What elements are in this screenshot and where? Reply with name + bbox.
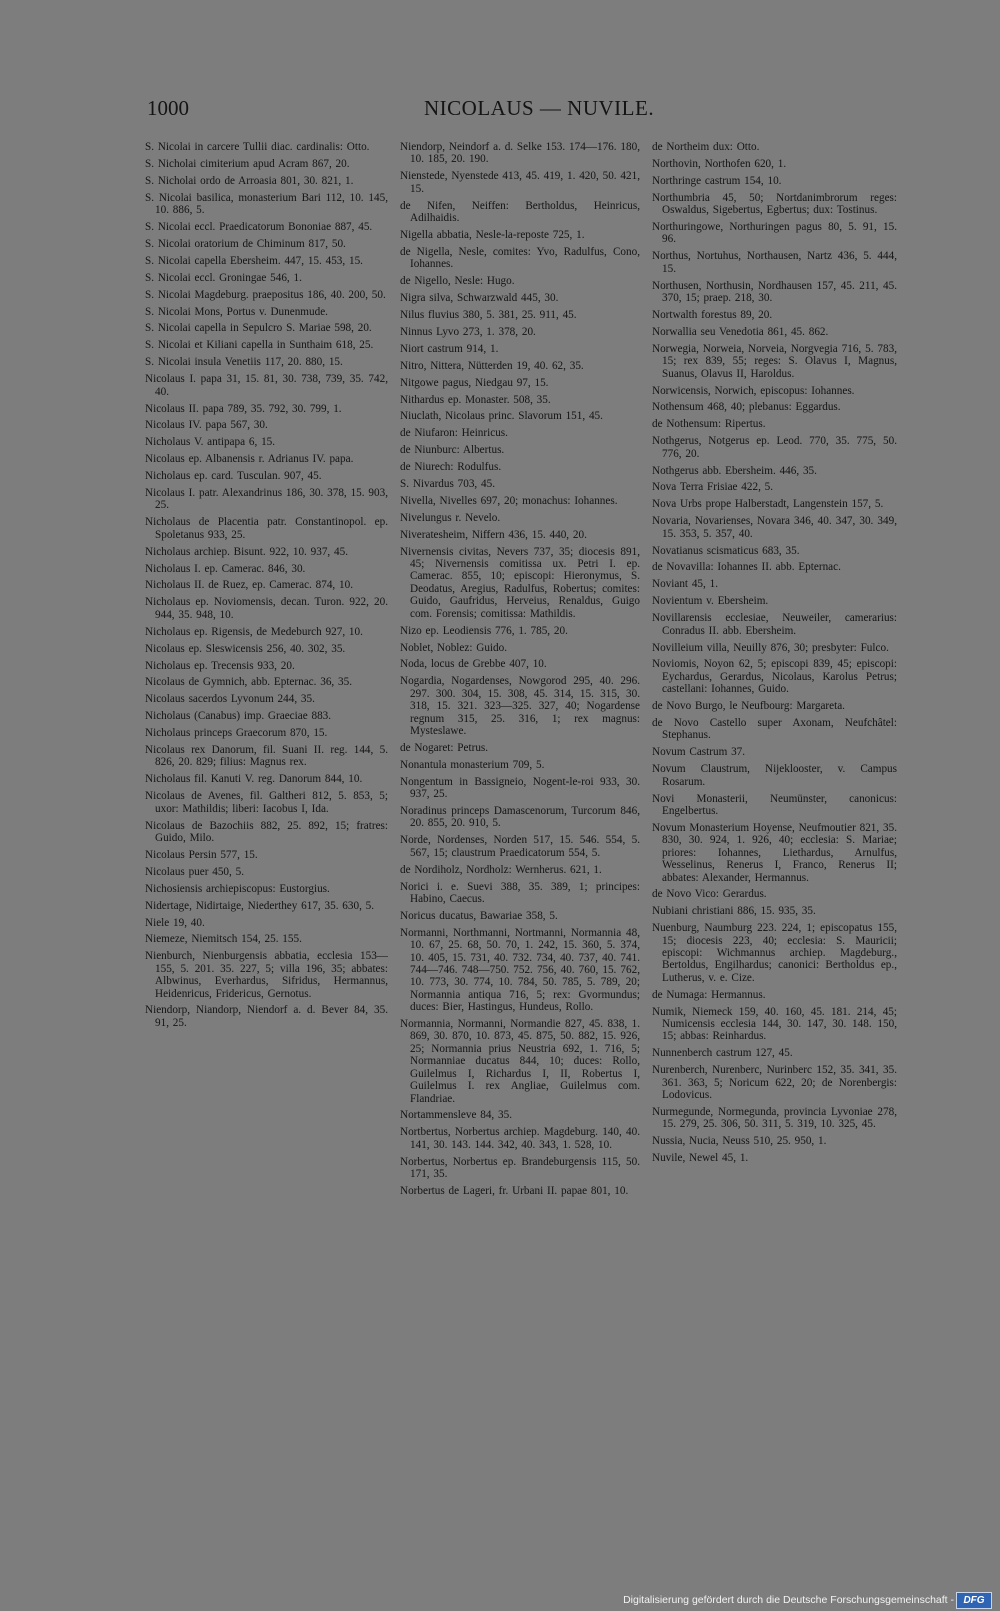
index-entry: Nicolaus ep. Sleswicensis 256, 40. 302, 35.: [145, 642, 346, 655]
index-entry: Nicholaus (Canabus) imp. Graeciae 883.: [145, 710, 332, 723]
index-entry: S. Nicolai et Kiliani capella in Sunthaim 618, 25.: [145, 339, 374, 352]
index-entry: Noblet, Noblez: Guido.: [400, 641, 508, 654]
index-entry: Novum Castrum 37.: [652, 746, 746, 759]
index-entry: Northovin, Northofen 620, 1.: [652, 157, 787, 170]
index-entry: Novum Monasterium Hoyense, Neufmoutier 821, 35. 830, 30. 924, 1. 926, 40; ecclesia: S. Mariae; priores: Iohannes, Liethardus, Arnulfus, Wesselinus, Renerus I, Franco, Renerus II; abbates: Alexander, Hermannus.: [652, 821, 897, 884]
index-entry: Nothgerus abb. Ebersheim. 446, 35.: [652, 464, 817, 477]
index-entry: Nonantula monasterium 709, 5.: [400, 758, 545, 771]
running-head: NICOLAUS — NUVILE.: [424, 96, 655, 120]
index-entry: S. Nicolai basilica, monasterium Bari 112, 10. 145, 10. 886, 5.: [145, 191, 388, 217]
index-entry: Nicolaus sacerdos Lyvonum 244, 35.: [145, 693, 315, 706]
index-entry: Noradinus princeps Damascenorum, Turcorum 846, 20. 855, 20. 910, 5.: [400, 804, 640, 830]
index-entry: Northumbria 45, 50; Nortdanimbrorum reges: Oswaldus, Sigebertus, Egbertus; dux: Tostinus.: [652, 191, 897, 217]
index-entry: de Novo Castello super Axonam, Neufchâtel: Stephanus.: [652, 717, 897, 742]
index-entry: Nicolaus IV. papa 567, 30.: [145, 419, 268, 432]
index-entry: Nicholaus V. antipapa 6, 15.: [145, 436, 276, 449]
index-entry: Nicholaus ep. Trecensis 933, 20.: [145, 659, 295, 672]
index-entry: Nicholaus ep. Noviomensis, decan. Turon. 922, 20. 944, 35. 948, 10.: [145, 596, 388, 621]
index-entry: S. Nicolai capella in Sepulcro S. Mariae 598, 20.: [145, 322, 372, 335]
index-entry: Nova Urbs prope Halberstadt, Langenstein 157, 5.: [652, 498, 884, 511]
index-entry: Nurmegunde, Normegunda, provincia Lyvoniae 278, 15. 279, 25. 306, 50. 311, 5. 319, 10. 325, 45.: [652, 1106, 897, 1131]
index-entry: de Nigello, Nesle: Hugo.: [400, 275, 515, 288]
index-entry: Nitro, Nittera, Nütterden 19, 40. 62, 35.: [400, 359, 584, 372]
index-entry: Novum Claustrum, Nijeklooster, v. Campus Rosarum.: [652, 763, 897, 788]
index-entry: Nitgowe pagus, Niedgau 97, 15.: [400, 376, 549, 389]
index-entry: de Northeim dux: Otto.: [652, 141, 760, 153]
index-entry: Nivernensis civitas, Nevers 737, 35; diocesis 891, 45; Nivernensis comitissa ux. Petri I. ep. Camerac. 855, 10; episcopi: Hieronymus, S. Deodatus, Aregius, Radulfus, Robertus; comites: Guido, Gaufridus, Herveius, Renaldus, Guigo com. Forensis; comitissa: Mathildis.: [400, 545, 640, 620]
index-entry: Niveratesheim, Niffern 436, 15. 440, 20.: [400, 528, 587, 541]
index-entry: Nicolaus de Bazochiis 882, 25. 892, 15; fratres: Guido, Milo.: [145, 819, 388, 844]
index-entry: Novi Monasterii, Neumünster, canonicus: Engelbertus.: [652, 792, 897, 817]
index-entry: Nicholaus archiep. Bisunt. 922, 10. 937, 45.: [145, 545, 348, 558]
index-entry: Nuenburg, Naumburg 223. 224, 1; episcopatus 155, 15; diocesis 223, 40; ecclesia: S. Mauricii; episcopi: Wichmannus archiep. Magdeburg., Bertoldus, Engilhardus; canonici: Bertholdus ep., Lutherus, v. e. Cize.: [652, 922, 897, 984]
index-entry: Northus, Nortuhus, Northausen, Nartz 436, 5. 444, 15.: [652, 250, 897, 275]
index-entry: Nicolaus ep. Albanensis r. Adrianus IV. papa.: [145, 453, 354, 466]
index-entry: de Niufaron: Heinricus.: [400, 427, 508, 440]
index-entry: Niendorp, Niandorp, Niendorf a. d. Bever 84, 35. 91, 25.: [145, 1004, 388, 1029]
index-entry: Nicolaus Persin 577, 15.: [145, 848, 258, 861]
index-entry: de Nordiholz, Nordholz: Wernherus. 621, 1.: [400, 863, 602, 876]
index-entry: Nilus fluvius 380, 5. 381, 25. 911, 45.: [400, 308, 577, 321]
index-entry: Niele 19, 40.: [145, 916, 205, 929]
index-entry: S. Nicholai ordo de Arroasia 801, 30. 821, 1.: [145, 174, 354, 187]
index-entry: Noricus ducatus, Bawariae 358, 5.: [400, 909, 558, 922]
index-entry: Nigella abbatia, Nesle-la-reposte 725, 1.: [400, 228, 585, 241]
index-entry: S. Nicolai eccl. Groningae 546, 1.: [145, 271, 302, 284]
index-entry: Nicolaus de Gymnich, abb. Epternac. 36, 35.: [145, 676, 353, 689]
index-entry: Nongentum in Bassigneio, Nogent-le-roi 933, 30. 937, 25.: [400, 775, 640, 801]
index-entry: Nicholaus II. de Ruez, ep. Camerac. 874, 10.: [145, 579, 353, 592]
index-entry: Noviomis, Noyon 62, 5; episcopi 839, 45; episcopi: Eychardus, Gerardus, Nicolaus, Karolus Petrus; castellani: Iohannes, Guido.: [652, 658, 897, 696]
index-entry: Nothgerus, Notgerus ep. Leod. 770, 35. 775, 50. 776, 20.: [652, 435, 897, 460]
index-entry: Nivelungus r. Nevelo.: [400, 511, 501, 524]
index-entry: Novatianus scismaticus 683, 35.: [652, 544, 800, 557]
index-entry: Numik, Niemeck 159, 40. 160, 45. 181. 214, 45; Numicensis ecclesia 144, 30. 147, 30. 148. 150, 15; abbas: Reinhardus.: [652, 1005, 897, 1043]
index-entry: de Niurech: Rodulfus.: [400, 461, 502, 474]
index-entry: Northringe castrum 154, 10.: [652, 174, 782, 187]
index-entry: de Nogaret: Petrus.: [400, 741, 489, 754]
index-entry: Niuclath, Nicolaus princ. Slavorum 151, 45.: [400, 410, 603, 423]
index-entry: Nortammensleve 84, 35.: [400, 1109, 512, 1122]
index-entry: Nicholaus I. ep. Camerac. 846, 30.: [145, 562, 306, 575]
index-entry: Nortbertus, Norbertus archiep. Magdeburg. 140, 40. 141, 30. 143. 144. 342, 40. 343, 1. 528, 10.: [400, 1126, 640, 1151]
index-entry: Nienstede, Nyenstede 413, 45. 419, 1. 420, 50. 421, 15.: [400, 170, 640, 195]
index-entry: S. Nicolai eccl. Praedicatorum Bononiae 887, 45.: [145, 221, 373, 234]
index-entry: Nicholaus ep. Rigensis, de Medeburch 927, 10.: [145, 625, 363, 638]
index-entry: Nicolaus de Avenes, fil. Galtheri 812, 5. 853, 5; uxor: Mathildis; liberi: Iacobus I, Ida.: [145, 790, 388, 815]
index-entry: Northuringowe, Northuringen pagus 80, 5. 91, 15. 96.: [652, 221, 897, 246]
index-entry: de Niunburc: Albertus.: [400, 444, 505, 457]
index-column-3: [652, 141, 897, 1169]
index-entry: Nurenberch, Nurenberc, Nurinberc 152, 35. 341, 35. 361. 363, 5; Noricum 622, 20; de Norenbergis: Lodovicus.: [652, 1064, 897, 1102]
index-entry: S. Nicholai cimiterium apud Acram 867, 20.: [145, 157, 350, 170]
index-entry: Norwegia, Norweia, Norveia, Norgvegia 716, 5. 783, 15; rex 839, 55; reges: S. Olavus I, Magnus, Suanus, Olavus II, Haroldus.: [652, 342, 897, 380]
index-entry: Nothensum 468, 40; plebanus: Eggardus.: [652, 401, 841, 414]
index-entry: Nigra silva, Schwarzwald 445, 30.: [400, 292, 559, 305]
index-entry: Nivella, Nivelles 697, 20; monachus: Iohannes.: [400, 494, 618, 507]
index-entry: S. Nicolai insula Venetiis 117, 20. 880, 15.: [145, 356, 343, 369]
dfg-logo-icon: DFG: [956, 1592, 992, 1609]
index-entry: Novilleium villa, Neuilly 876, 30; presbyter: Fulco.: [652, 641, 889, 654]
index-entry: Norbertus de Lageri, fr. Urbani II. papae 801, 10.: [400, 1184, 629, 1197]
index-entry: Northusen, Northusin, Nordhausen 157, 45. 211, 45. 370, 15; praep. 218, 30.: [652, 279, 897, 305]
index-entry: Ninnus Lyvo 273, 1. 378, 20.: [400, 325, 536, 338]
index-entry: Nidertage, Nidirtaige, Niederthey 617, 35. 630, 5.: [145, 899, 375, 912]
index-entry: S. Nicolai Magdeburg. praepositus 186, 40. 200, 50.: [145, 288, 386, 301]
index-entry: de Novavilla: Iohannes II. abb. Epternac.: [652, 561, 841, 574]
index-entry: S. Nicolai in carcere Tullii diac. cardinalis: Otto.: [145, 141, 370, 153]
index-entry: S. Nicolai Mons, Portus v. Dunenmude.: [145, 305, 328, 318]
index-entry: Noviant 45, 1.: [652, 578, 719, 591]
index-entry: de Nifen, Neiffen: Bertholdus, Heinricus, Adilhaidis.: [400, 199, 640, 225]
index-entry: Norwicensis, Norwich, episcopus: Iohannes.: [652, 384, 855, 397]
index-entry: Niort castrum 914, 1.: [400, 342, 499, 355]
index-entry: Nicholaus princeps Graecorum 870, 15.: [145, 727, 328, 740]
index-entry: Nogardia, Nogardenses, Nowgorod 295, 40. 296. 297. 300. 304, 15. 308, 45. 314, 15. 315, 30. 318, 15. 321. 323—325. 327, 40; Nogardense regnum 315, 25. 316, 1; rex magnus: Mysteslawe.: [400, 675, 640, 737]
footer: [0, 1591, 1000, 1611]
index-entry: Novillarensis ecclesiae, Neuweiler, camerarius: Conradus II. abb. Ebersheim.: [652, 612, 897, 637]
index-entry: Niendorp, Neindorf a. d. Selke 153. 174—176. 180, 10. 185, 20. 190.: [400, 141, 640, 166]
index-entry: S. Nicolai oratorium de Chiminum 817, 50.: [145, 237, 346, 250]
index-column-1: [145, 141, 388, 1034]
index-entry: Norde, Nordenses, Norden 517, 15. 546. 554, 5. 567, 15; claustrum Praedicatorum 554, 5.: [400, 834, 640, 859]
index-entry: de Numaga: Hermannus.: [652, 988, 766, 1001]
index-entry: Nuvile, Newel 45, 1.: [652, 1152, 749, 1165]
index-entry: Nicolaus rex Danorum, fil. Suani II. reg. 144, 5. 826, 20. 829; filius: Magnus rex.: [145, 744, 388, 769]
page-header: [0, 96, 1000, 124]
index-entry: Nunnenberch castrum 127, 45.: [652, 1047, 793, 1060]
index-entry: Nortwalth forestus 89, 20.: [652, 308, 773, 321]
index-entry: Novientum v. Ebersheim.: [652, 595, 769, 608]
index-entry: Norbertus, Norbertus ep. Brandeburgensis 115, 50. 171, 35.: [400, 1155, 640, 1181]
index-entry: Nizo ep. Leodiensis 776, 1. 785, 20.: [400, 624, 568, 637]
index-entry: Nichosiensis archiepiscopus: Eustorgius.: [145, 882, 330, 895]
index-entry: S. Nicolai capella Ebersheim. 447, 15. 453, 15.: [145, 254, 363, 267]
index-entry: Nicholaus fil. Kanuti V. reg. Danorum 844, 10.: [145, 773, 363, 786]
index-entry: Nithardus ep. Monaster. 508, 35.: [400, 393, 551, 406]
index-entry: Normannia, Normanni, Normandie 827, 45. 838, 1. 869, 30. 870, 10. 873, 45. 875, 50. 882, 15. 926, 25; Normannia prius Neustria 692, 1. 716, 5; Normanniae ducatus 844, 10; duces: Rollo, Guilelmus I, Richardus I, II, Robertus I, Guilelmus I. rex Angliae, Guilelmus com. Flandriae.: [400, 1018, 640, 1105]
index-entry: de Novo Burgo, le Neufbourg: Margareta.: [652, 700, 845, 713]
index-entry: de Nigella, Nesle, comites: Yvo, Radulfus, Cono, Iohannes.: [400, 245, 640, 271]
index-column-2: [400, 141, 640, 1202]
index-entry: Nubiani christiani 886, 15. 935, 35.: [652, 905, 816, 918]
page-number: 1000: [147, 96, 189, 120]
index-entry: Nicolaus I. patr. Alexandrinus 186, 30. 378, 15. 903, 25.: [145, 487, 388, 512]
index-entry: Nicholaus de Placentia patr. Constantinopol. ep. Spoletanus 933, 25.: [145, 516, 388, 541]
index-entry: de Nothensum: Ripertus.: [652, 418, 766, 431]
index-entry: Nicolaus II. papa 789, 35. 792, 30. 799, 1.: [145, 402, 342, 415]
index-entry: Novaria, Novarienses, Novara 346, 40. 347, 30. 349, 15. 353, 5. 357, 40.: [652, 515, 897, 540]
index-entry: Normanni, Northmanni, Nortmanni, Normannia 48, 10. 67, 25. 68, 50. 70, 1. 242, 15. 360, 5. 374, 10. 405, 15. 731, 40. 732. 734, 40. 737, 40. 741. 744—746. 748—750. 752. 756, 40. 760, 15. 762, 10. 773, 30. 774, 10. 784, 50. 785, 5. 789, 20; Normannia antiqua 716, 5; rex: Gvormundus; duces: Bier, Hastingus, Hundeus, Rollo.: [400, 926, 640, 1014]
index-entry: Nicolaus I. papa 31, 15. 81, 30. 738, 739, 35. 742, 40.: [145, 373, 388, 398]
index-entry: Nicholaus ep. card. Tusculan. 907, 45.: [145, 470, 322, 483]
index-entry: S. Nivardus 703, 45.: [400, 478, 495, 491]
index-entry: Noda, locus de Grebbe 407, 10.: [400, 658, 547, 671]
index-entry: Niemeze, Niemitsch 154, 25. 155.: [145, 933, 302, 946]
index-entry: Nussia, Nucia, Neuss 510, 25. 950, 1.: [652, 1135, 827, 1148]
index-entry: Nova Terra Frisiae 422, 5.: [652, 481, 774, 494]
index-entry: Nicolaus puer 450, 5.: [145, 865, 245, 878]
index-entry: Nienburch, Nienburgensis abbatia, ecclesia 153—155, 5. 201. 35. 227, 5; villa 196, 35; abbates: Albwinus, Everhardus, Sifridus, Hermannus, Heidenricus, Fridericus, Gernotus.: [145, 950, 388, 1000]
index-entry: Norwallia seu Venedotia 861, 45. 862.: [652, 325, 829, 338]
index-entry: Norici i. e. Suevi 388, 35. 389, 1; principes: Habino, Caecus.: [400, 880, 640, 905]
footer-credit: Digitalisierung gefördert durch die Deutsche Forschungsgemeinschaft -: [623, 1594, 954, 1606]
index-entry: de Novo Vico: Gerardus.: [652, 888, 767, 901]
